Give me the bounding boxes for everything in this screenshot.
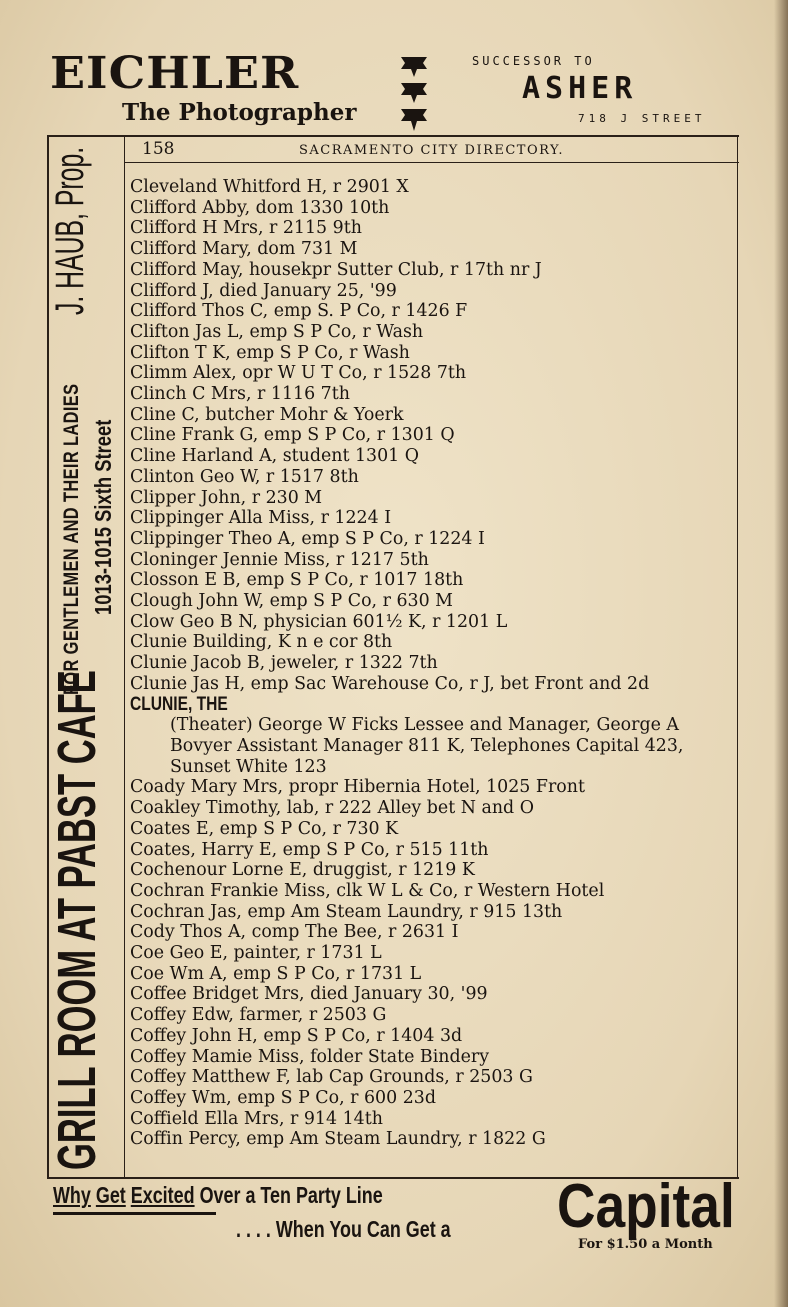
directory-entry: Clifford J, died January 25, '99 bbox=[130, 280, 397, 301]
footer-ad-word: Party bbox=[295, 1182, 341, 1208]
entries-list bbox=[130, 177, 736, 695]
footer-ad-subline: . . . . When You Can Get a bbox=[236, 1216, 451, 1242]
footer-ad-word: Excited bbox=[130, 1182, 195, 1208]
directory-entry: Clippinger Alla Miss, r 1224 I bbox=[130, 508, 392, 529]
directory-entry: Cline C, butcher Mohr & Yoerk bbox=[130, 404, 404, 425]
directory-entry: Clifton Jas L, emp S P Co, r Wash bbox=[130, 321, 424, 342]
directory-entry: Coates E, emp S P Co, r 730 K bbox=[130, 818, 399, 839]
directory-entry: Clifton T K, emp S P Co, r Wash bbox=[130, 342, 410, 363]
directory-entry: Clifford H Mrs, r 2115 9th bbox=[130, 218, 362, 239]
header-successor-label: SUCCESSOR TO bbox=[472, 54, 595, 68]
directory-entry: Coady Mary Mrs, propr Hibernia Hotel, 1025 Front bbox=[130, 777, 585, 798]
entries-list bbox=[130, 777, 736, 1150]
feature-entry-line: Sunset White 123 bbox=[170, 756, 327, 777]
directory-entry: Coates, Harry E, emp S P Co, r 515 11th bbox=[130, 839, 489, 860]
header-tagline: The Photographer bbox=[122, 99, 357, 126]
directory-entry: Coffee Bridget Mrs, died January 30, '99 bbox=[130, 984, 488, 1005]
footer-ad-brand: Capital bbox=[557, 1172, 735, 1241]
directory-entry: Coffey Wm, emp S P Co, r 600 23d bbox=[130, 1087, 436, 1108]
directory-entry: Cline Harland A, student 1301 Q bbox=[130, 446, 420, 467]
directory-entry: Clunie Jacob B, jeweler, r 1322 7th bbox=[130, 653, 438, 674]
directory-entry: Coakley Timothy, lab, r 222 Alley bet N and O bbox=[130, 798, 534, 819]
directory-entry: Closson E B, emp S P Co, r 1017 18th bbox=[130, 570, 464, 591]
ornament-icon bbox=[397, 55, 431, 133]
directory-entry: Clifford Abby, dom 1330 10th bbox=[130, 197, 390, 218]
directory-entry: Cleveland Whitford H, r 2901 X bbox=[130, 177, 409, 197]
directory-entry: Coffin Percy, emp Am Steam Laundry, r 1822 G bbox=[130, 1129, 546, 1150]
header-successor-name: ASHER bbox=[522, 71, 638, 106]
feature-entry-line: (Theater) George W Ficks Lessee and Manager, George A bbox=[170, 715, 679, 736]
directory-entry: Climm Alex, opr W U T Co, r 1528 7th bbox=[130, 363, 467, 384]
directory-entry: Clinch C Mrs, r 1116 7th bbox=[130, 384, 350, 405]
directory-entry: Clow Geo B N, physician 601½ K, r 1201 L bbox=[130, 611, 508, 632]
header-successor-address: 718 J STREET bbox=[578, 112, 706, 125]
side-ad-for-line: FOR GENTLEMEN AND THEIR LADIES bbox=[60, 383, 83, 695]
directory-entry: Coffey Mamie Miss, folder State Bindery bbox=[130, 1046, 490, 1067]
directory-entry: Clough John W, emp S P Co, r 630 M bbox=[130, 591, 453, 612]
directory-entry: Cochran Jas, emp Am Steam Laundry, r 915 13th bbox=[130, 901, 563, 922]
footer-ad-price: For $1.50 a Month bbox=[578, 1237, 713, 1252]
directory-entry: Clippinger Theo A, emp S P Co, r 1224 I bbox=[130, 528, 485, 549]
directory-entry: Coe Wm A, emp S P Co, r 1731 L bbox=[130, 963, 422, 984]
feature-entry-heading: CLUNIE, THE bbox=[130, 693, 228, 715]
running-head-rule bbox=[124, 162, 739, 163]
directory-entry: Cochenour Lorne E, druggist, r 1219 K bbox=[130, 860, 475, 881]
footer-ad-headline bbox=[53, 1182, 383, 1210]
frame-right-rule bbox=[737, 135, 738, 1179]
directory-entry: Coffield Ella Mrs, r 914 14th bbox=[130, 1108, 383, 1129]
header-brand: EICHLER bbox=[50, 47, 300, 99]
feature-entry-line: Bovyer Assistant Manager 811 K, Telephones Capital 423, bbox=[170, 735, 684, 756]
footer-ad-word: Ten bbox=[260, 1182, 291, 1208]
directory-entry: Clipper John, r 230 M bbox=[130, 487, 323, 508]
feature-entry bbox=[130, 695, 736, 778]
directory-entry: Clifford Mary, dom 731 M bbox=[130, 239, 358, 260]
directory-entry: Cody Thos A, comp The Bee, r 2631 I bbox=[130, 922, 459, 943]
footer-ad-word: Over bbox=[199, 1182, 241, 1208]
side-ad-proprietor: J. HAUB, Prop. bbox=[48, 146, 92, 315]
directory-entry: Coffey Matthew F, lab Cap Grounds, r 2503 G bbox=[130, 1067, 533, 1088]
directory-entry: Clunie Building, K n e cor 8th bbox=[130, 632, 393, 653]
side-ad-address: 1013-1015 Sixth Street bbox=[90, 419, 116, 615]
running-title: SACRAMENTO CITY DIRECTORY. bbox=[299, 143, 565, 158]
page-edge-shadow bbox=[774, 0, 788, 1307]
side-ad-main: GRILL ROOM AT PABST CAFE bbox=[47, 670, 107, 1170]
directory-entry: Coffey John H, emp S P Co, r 1404 3d bbox=[130, 1025, 463, 1046]
directory-entry: Coe Geo E, painter, r 1731 L bbox=[130, 943, 382, 964]
directory-entry: Clifford Thos C, emp S. P Co, r 1426 F bbox=[130, 301, 468, 322]
footer-ad-word: Get bbox=[95, 1182, 126, 1208]
directory-entry: Cline Frank G, emp S P Co, r 1301 Q bbox=[130, 425, 455, 446]
footer-ad-word: Why bbox=[53, 1182, 91, 1208]
directory-entry: Coffey Edw, farmer, r 2503 G bbox=[130, 1005, 387, 1026]
page-number: 158 bbox=[142, 139, 175, 159]
frame-top-rule bbox=[47, 135, 739, 137]
directory-entries bbox=[130, 177, 736, 1150]
footer-rule bbox=[53, 1212, 216, 1215]
directory-entry: Clifford May, housekpr Sutter Club, r 17th nr J bbox=[130, 259, 542, 280]
directory-entry: Cochran Frankie Miss, clk W L & Co, r Western Hotel bbox=[130, 880, 605, 901]
directory-entry: Clinton Geo W, r 1517 8th bbox=[130, 466, 359, 487]
directory-entry: Cloninger Jennie Miss, r 1217 5th bbox=[130, 549, 429, 570]
directory-entry: Clunie Jas H, emp Sac Warehouse Co, r J, bet Front and 2d bbox=[130, 673, 650, 694]
footer-ad-word: a bbox=[245, 1182, 256, 1208]
footer-ad-word: Line bbox=[345, 1182, 383, 1208]
